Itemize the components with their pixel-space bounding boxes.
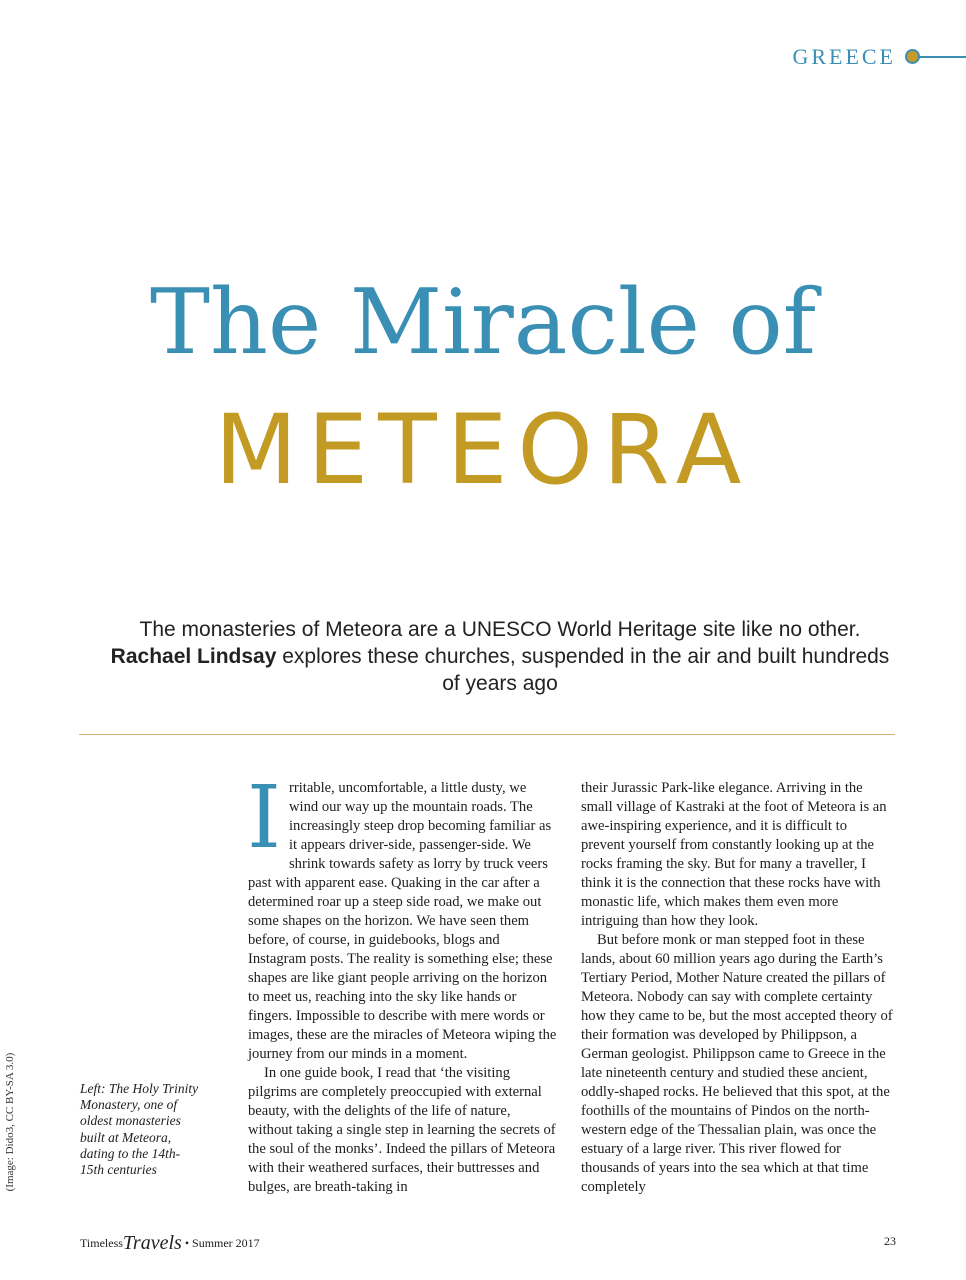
section-line xyxy=(918,56,966,58)
image-credit: (Image: Dido3, CC BY-SA 3.0) xyxy=(4,1052,16,1192)
author-name: Rachael Lindsay xyxy=(110,645,277,668)
footer-brand xyxy=(80,1232,260,1255)
article-column-2 xyxy=(581,779,893,1197)
section-label: GREECE xyxy=(792,44,896,69)
title-line-2: METEORA xyxy=(214,394,752,506)
image-caption: Left: The Holy Trinity Monastery, one of oldest monasteries built at Meteora, dating to the 14th-15th centuries xyxy=(80,1081,199,1178)
paragraph: their Jurassic Park-like elegance. Arriving in the small village of Kastraki at the foot of Meteora is an awe-inspiring experience, and it is difficult to prevent yourself from constantly looking up at the rocks framing the sky. But for many a traveller, I think it is the connection that these rocks have with monastic life, which makes them even more intriguing than how they look. xyxy=(581,780,887,929)
paragraph-text: rritable, uncomfortable, a little dusty, we wind our way up the mountain roads. The increasingly steep drop becoming familiar as it appears driver-side, passenger-side. We shrink towards safety as lorry by truck veers past with apparent ease. Quaking in the car after a determined roar up a steep side road, we make out some shapes on the horizon. We have seen them before, of course, in guidebooks, blogs and Instagram posts. The reality is something else; these shapes are like giant people arriving on the horizon to meet us, reaching into the sky like hands or fingers. Impossible to describe with mere words or images, these are the miracles of Meteora wiping the journey from our minds in a moment. xyxy=(248,780,557,1062)
paragraph: In one guide book, I read that ‘the visiting pilgrims are completely preoccupied with external beauty, with the delights of the life of nature, without taking a single step in learning the secrets of the soul of the monks’. Indeed the pillars of Meteora with their weathered surfaces, their buttresses and bulges, are breath-taking in xyxy=(248,1065,556,1195)
paragraph: But before monk or man stepped foot in these lands, about 60 million years ago during the Earth’s Tertiary Period, Mother Nature created the pillars of Meteora. Nobody can say with complete certainty how they came to be, but the most accepted theory of their formation was developed by Philippson, a German geologist. Philippson came to Greece in the late nineteenth century and studied these ancient, oddly-shaped rocks. He believed that this spot, at the foothills of the mountains of Pindos on the north-western edge of the Thessalian plain, was once the estuary of a large river. This river flowed for thousands of years into the sea which at that time completely xyxy=(581,932,893,1195)
standfirst-part-1: The monasteries of Meteora are a UNESCO World Heritage site like no other. xyxy=(139,618,861,641)
brand-travels: Travels xyxy=(122,1232,182,1254)
standfirst xyxy=(100,616,900,697)
issue-date: • Summer 2017 xyxy=(184,1236,260,1250)
title-line-1: The Miracle of xyxy=(149,270,817,375)
brand-timeless: Timeless xyxy=(80,1236,123,1250)
article-column-1 xyxy=(247,768,558,1197)
drop-cap: I xyxy=(247,768,281,868)
divider-rule xyxy=(79,734,895,735)
paragraph xyxy=(247,768,558,1064)
standfirst-part-2: explores these churches, suspended in the air and built hundreds of years ago xyxy=(282,645,890,695)
page-number: 23 xyxy=(884,1234,896,1248)
